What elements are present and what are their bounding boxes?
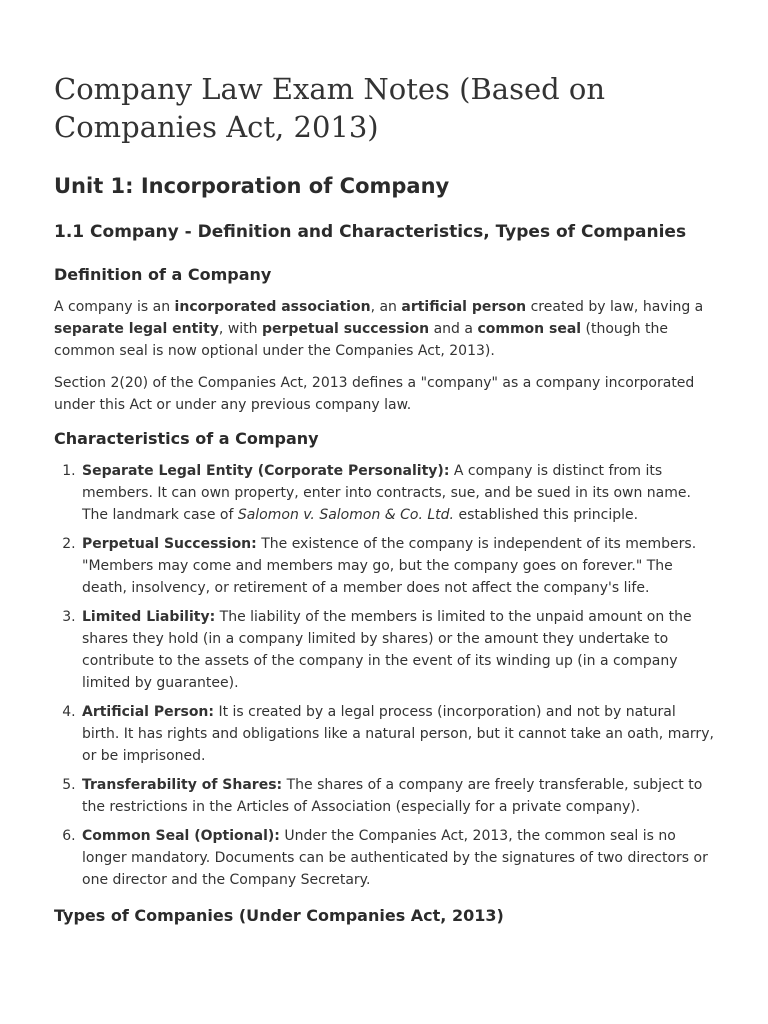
characteristic-term: Common Seal (Optional): xyxy=(82,828,280,844)
characteristic-item xyxy=(80,701,714,767)
types-heading: Types of Companies (Under Companies Act, 2013) xyxy=(54,906,504,925)
characteristic-term: Transferability of Shares: xyxy=(82,777,283,793)
text-run: , an xyxy=(370,299,402,315)
text-run: created by law, having a xyxy=(526,299,704,315)
text-run: The shares of a company are freely transferable, subject to the restrictions in the Articles of Association (especially for a private company). xyxy=(82,777,703,815)
document-title: Company Law Exam Notes (Based on Companies Act, 2013) xyxy=(54,72,606,144)
bold-term: incorporated association xyxy=(174,299,371,315)
characteristic-item xyxy=(80,606,714,694)
text-run: (though the common seal is now optional under the Companies Act, 2013). xyxy=(54,321,668,359)
text-run: , with xyxy=(218,321,262,337)
bold-term: separate legal entity xyxy=(54,321,219,337)
case-citation: Salomon v. Salomon & Co. Ltd. xyxy=(237,507,455,523)
characteristic-term: Separate Legal Entity (Corporate Personality): xyxy=(82,463,450,479)
section-heading: 1.1 Company - Definition and Characteristics, Types of Companies xyxy=(54,222,687,242)
text-run: A company is distinct from its members. It can own property, enter into contracts, sue, and be sued in its own name. The landmark case of xyxy=(82,463,691,523)
bold-term: perpetual succession xyxy=(261,321,430,337)
text-run: and a xyxy=(429,321,478,337)
text-run: established this principle. xyxy=(454,507,639,523)
characteristics-list xyxy=(54,460,714,891)
text-run: Under the Companies Act, 2013, the common seal is no longer mandatory. Documents can be authenticated by the signatures of two directors or one director and the Company Secretary. xyxy=(82,828,708,888)
text-run: The existence of the company is independent of its members. "Members may come and members may go, but the company goes on forever." The death, insolvency, or retirement of a member does not affect the company's life. xyxy=(82,536,697,596)
characteristic-item xyxy=(80,460,714,526)
bold-term: artificial person xyxy=(401,299,527,315)
text-run: A company is an xyxy=(54,299,175,315)
characteristic-term: Perpetual Succession: xyxy=(82,536,257,552)
text-run: It is created by a legal process (incorporation) and not by natural birth. It has rights and obligations like a natural person, but it cannot take an oath, marry, or be imprisoned. xyxy=(82,704,714,764)
characteristic-item xyxy=(80,533,714,599)
characteristic-term: Limited Liability: xyxy=(82,609,216,625)
unit-heading: Unit 1: Incorporation of Company xyxy=(54,174,450,198)
characteristic-item xyxy=(80,825,714,891)
definition-paragraph-2: Section 2(20) of the Companies Act, 2013 defines a "company" as a company incorporated under this Act or under any previous company law. xyxy=(54,375,695,413)
definition-heading: Definition of a Company xyxy=(54,265,272,284)
characteristic-term: Artificial Person: xyxy=(82,704,215,720)
characteristics-heading: Characteristics of a Company xyxy=(54,429,319,448)
text-run: The liability of the members is limited to the unpaid amount on the shares they hold (in a company limited by shares) or the amount they undertake to contribute to the assets of the company in the event of its winding up (in a company limited by guarantee). xyxy=(82,609,692,691)
bold-term: common seal xyxy=(477,321,582,337)
characteristic-item xyxy=(80,774,714,818)
definition-paragraph-1 xyxy=(54,296,714,362)
